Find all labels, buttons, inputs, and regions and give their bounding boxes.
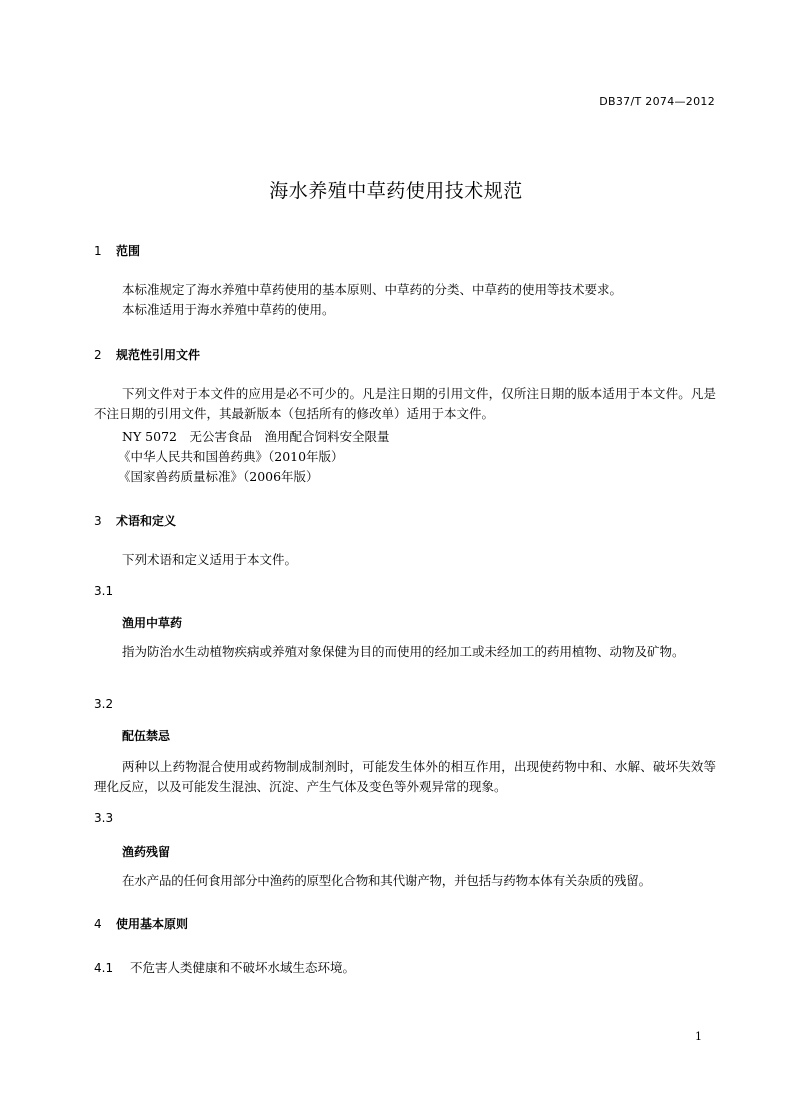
standard-code: DB37/T 2074—2012 [599, 95, 715, 108]
clause-number: 4.1 [94, 961, 114, 975]
page-number: 1 [695, 1030, 702, 1043]
section-1-paragraph-2: 本标准适用于海水养殖中草药的使用。 [122, 302, 335, 317]
term-definition: 两种以上药物混合使用或药物制成制剂时，可能发生体外的相互作用，出现使药物中和、水解、破坏失效等理化反应，以及可能发生混浊、沉淀、产生气体及变色等外观异常的现象。 [94, 759, 716, 794]
term-name: 渔药残留 [122, 845, 171, 859]
section-2-paragraph-1: 下列文件对于本文件的应用是必不可少的。凡是注日期的引用文件，仅所注日期的版本适用于本文件。凡是不注日期的引用文件，其最新版本（包括所有的修改单）适用于本文件。 [94, 386, 716, 421]
section-title: 规范性引用文件 [116, 348, 201, 362]
section-1-heading [94, 242, 140, 259]
clause-4-1 [94, 958, 355, 976]
section-number: 1 [94, 244, 102, 258]
section-1-paragraph-1: 本标准规定了海水养殖中草药使用的基本原则、中草药的分类、中草药的使用等技术要求。 [122, 282, 623, 297]
term-number: 3.2 [94, 697, 114, 711]
reference-item: 《中华人民共和国兽药典》（2010年版） [118, 449, 344, 464]
section-3-heading [94, 512, 176, 529]
term-definition: 在水产品的任何食用部分中渔药的原型化合物和其代谢产物，并包括与药物本体有关杂质的残留。 [122, 873, 651, 888]
section-title: 范围 [116, 244, 141, 258]
reference-item: NY 5072 无公害食品 渔用配合饲料安全限量 [122, 429, 390, 444]
reference-item: 《国家兽药质量标准》（2006年版） [118, 469, 319, 484]
section-number: 2 [94, 348, 102, 362]
term-number: 3.3 [94, 811, 114, 825]
term-number: 3.1 [94, 584, 114, 598]
section-title: 使用基本原则 [116, 917, 189, 931]
section-3-paragraph-1: 下列术语和定义适用于本文件。 [122, 552, 298, 567]
section-title: 术语和定义 [116, 514, 177, 528]
clause-text: 不危害人类健康和不破坏水域生态环境。 [130, 960, 356, 975]
document-title: 海水养殖中草药使用技术规范 [269, 180, 523, 202]
section-number: 4 [94, 917, 102, 931]
term-definition: 指为防治水生动植物疾病或养殖对象保健为目的而使用的经加工或未经加工的药用植物、动物及矿物。 [122, 644, 685, 659]
term-name: 配伍禁忌 [122, 729, 171, 743]
section-4-heading [94, 915, 188, 932]
term-name: 渔用中草药 [122, 616, 183, 630]
section-2-heading [94, 346, 200, 363]
section-number: 3 [94, 514, 102, 528]
